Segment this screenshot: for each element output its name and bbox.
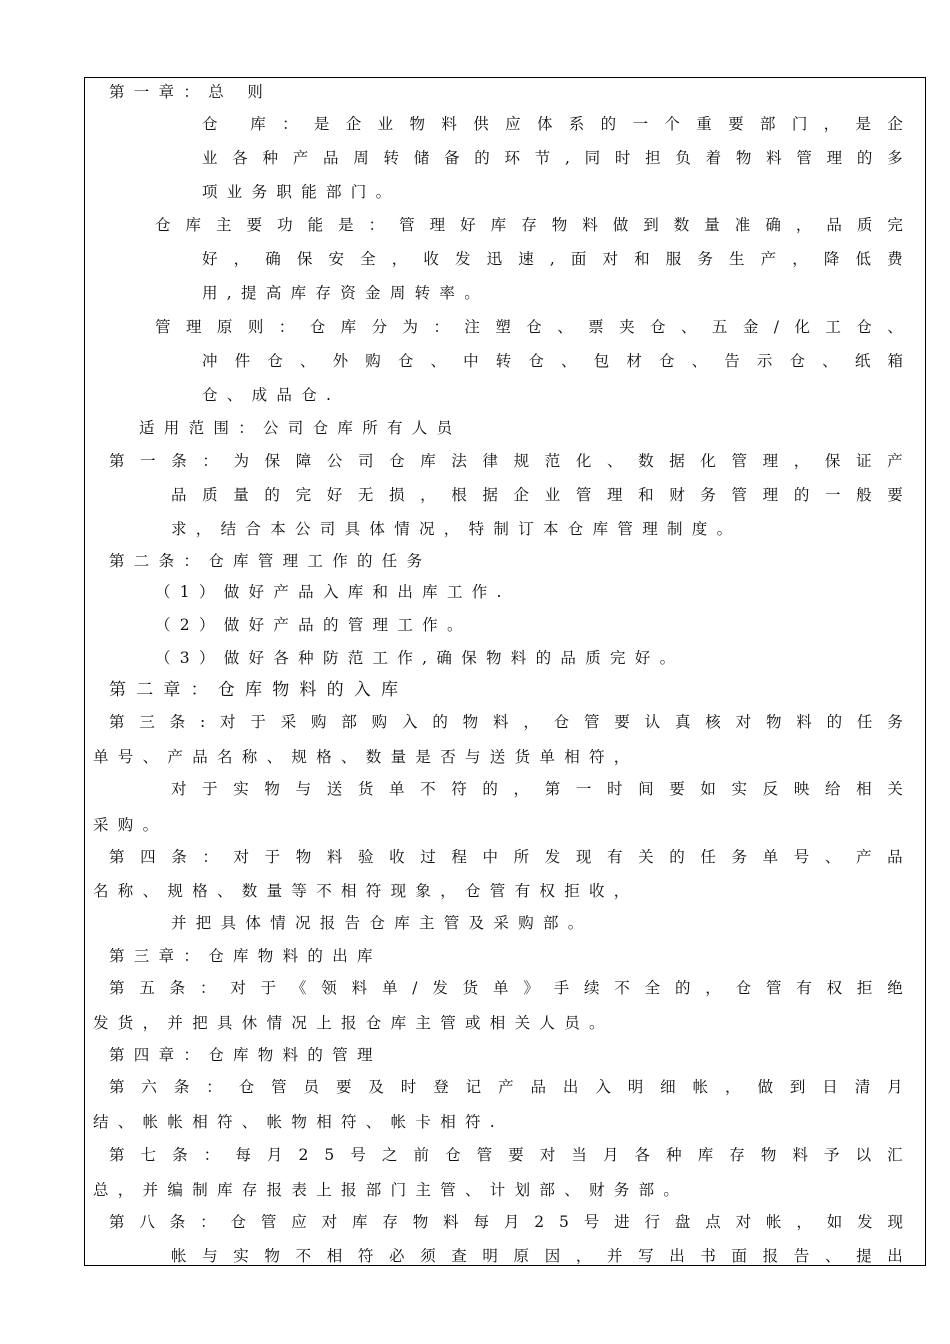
article-5-line-1: 第 五 条 ： 对 于 《 领 料 单 / 发 货 单 》 手 续 不 全 的 ， 仓 管 有 权 拒 绝 [109,979,903,997]
warehouse-definition-line-1: 仓 库 ： 是 企 业 物 料 供 应 体 系 的 一 个 重 要 部 门 ， 是 企 [202,115,903,133]
main-functions-line-1: 仓 库 主 要 功 能 是 ： 管 理 好 库 存 物 料 做 到 数 量 准 确 ， 品 质 完 [155,216,903,234]
article-2-item-2: （2）做好产品的管理工作。 [155,616,472,634]
management-principle-line-2: 冲 件 仓 、 外 购 仓 、 中 转 仓 、 包 材 仓 、 告 示 仓 、 纸 箱 [202,352,903,370]
warehouse-definition-line-2: 业 各 种 产 品 周 转 储 备 的 环 节 , 同 时 担 负 着 物 料 管 理 的 多 [202,149,903,167]
article-8-line-1: 第 八 条 ： 仓 管 应 对 库 存 物 料 每 月 2 5 号 进 行 盘 点 对 帐 ， 如 发 现 [109,1213,903,1231]
article-7-line-1: 第 七 条 ： 每 月 2 5 号 之 前 仓 管 要 对 当 月 各 种 库 存 物 料 予 以 汇 [109,1146,903,1164]
article-5-line-2: 发货，并把具休情况上报仓库主管或相关人员。 [93,1014,614,1032]
article-1-line-2: 品 质 量 的 完 好 无 损 ， 根 据 企 业 管 理 和 财 务 管 理 的 一 般 要 [171,486,903,504]
main-functions-line-2: 好 ， 确 保 安 全 ， 收 发 迅 速 , 面 对 和 服 务 生 产 ， 降 低 费 [202,250,903,268]
article-2-item-1: （1）做好产品入库和出库工作. [155,583,511,601]
article-3-line-2: 单号、产品名称、规格、数量是否与送货单相符， [93,748,639,766]
article-4-line-3: 并把具体情况报告仓库主管及采购部。 [171,914,593,932]
chapter-1-heading: 第一章：总 则 [109,83,273,101]
management-principle-line-3: 仓、成品仓. [202,386,341,404]
article-2-item-3: （3）做好各种防范工作,确保物料的品质完好。 [155,649,685,667]
article-3-line-4: 采购。 [93,816,168,834]
article-4-line-1: 第 四 条 ： 对 于 物 料 验 收 过 程 中 所 发 现 有 关 的 任 务 单 号 、 产 品 [109,848,903,866]
scope-line: 适用范围：公司仓库所有人员 [139,419,462,437]
article-6-line-1: 第 六 条 ： 仓 管 员 要 及 时 登 记 产 品 出 入 明 细 帐 ， 做 到 日 清 月 [109,1078,903,1096]
chapter-3-heading: 第三章：仓库物料的出库 [109,947,382,965]
article-3-line-3: 对 于 实 物 与 送 货 单 不 符 的 ， 第 一 时 间 要 如 实 反 映 给 相 关 [171,780,903,798]
management-principle-line-1: 管 理 原 则 ： 仓 库 分 为 ： 注 塑 仓 、 票 夹 仓 、 五 金 / 化 工 仓 、 [155,318,903,336]
main-functions-line-3: 用,提高库存资金周转率。 [202,284,490,302]
article-2-heading: 第二条：仓库管理工作的任务 [109,552,432,570]
warehouse-definition-line-3: 项业务职能部门。 [202,183,401,201]
article-1-line-1: 第 一 条 ： 为 保 障 公 司 仓 库 法 律 规 范 化 、 数 据 化 管 理 ， 保 证 产 [109,452,903,470]
document-frame [84,77,926,1266]
article-8-line-2: 帐 与 实 物 不 相 符 必 须 查 明 原 因 ， 并 写 出 书 面 报 告 、 提 出 [171,1247,903,1265]
article-7-line-2: 总，并编制库存报表上报部门主管、计划部、财务部。 [93,1181,689,1199]
article-1-line-3: 求，结合本公司具体情况，特制订本仓库管理制度。 [171,520,742,538]
chapter-4-heading: 第四章：仓库物料的管理 [109,1046,382,1064]
article-6-line-2: 结、帐帐相符、帐物相符、帐卡相符. [93,1113,505,1131]
chapter-2-heading: 第二章：仓库物料的入库 [109,680,409,700]
article-3-line-1: 第 三 条 : 对 于 采 购 部 购 入 的 物 料 ， 仓 管 要 认 真 核 对 物 料 的 任 务 [109,713,903,731]
article-4-line-2: 名称、规格、数量等不相符现象，仓管有权拒收， [93,882,639,900]
